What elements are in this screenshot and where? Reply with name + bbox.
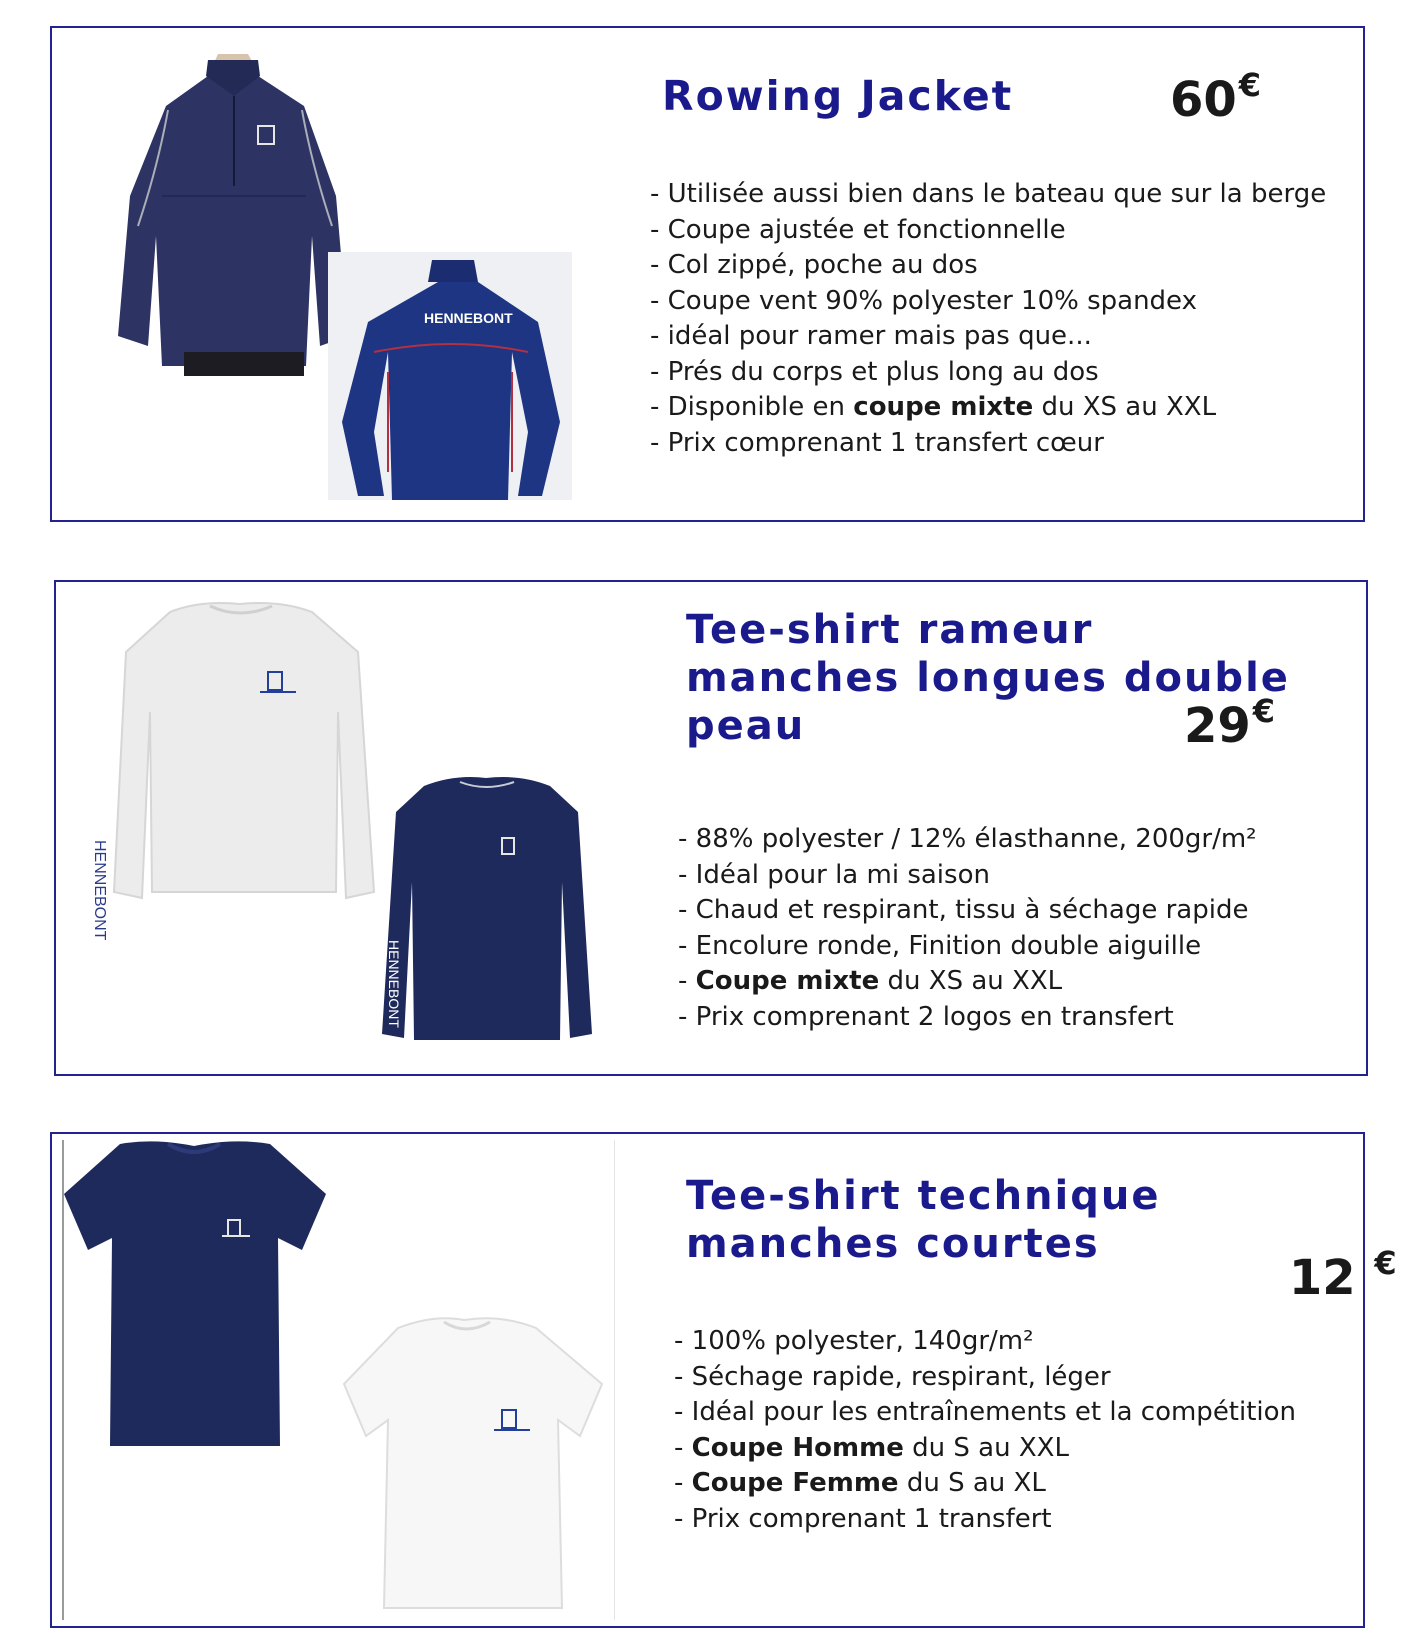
feature-text: - 88% polyester / 12% élasthanne, 200gr/m²: [678, 824, 1257, 854]
product-card-long-sleeve-tee: [54, 580, 1368, 1076]
navy-short-sleeve-tee-image: [64, 1138, 330, 1456]
feature-item: [650, 390, 1326, 426]
feature-text: - Encolure ronde, Finition double aiguille: [678, 930, 1202, 961]
sleeve-print-text: HENNEBONT: [91, 840, 108, 941]
feature-highlight: Coupe mixte: [695, 966, 880, 996]
feature-list: [650, 177, 1326, 461]
white-long-sleeve-tee-image: [91, 592, 390, 941]
feature-highlight: Coupe Homme: [691, 1432, 904, 1463]
feature-text: du S au XL: [898, 1468, 1046, 1498]
white-short-sleeve-tee-image: [340, 1310, 608, 1610]
back-print-text: HENNEBONT: [424, 310, 513, 326]
feature-item: [678, 893, 1257, 929]
feature-item: [650, 248, 1326, 284]
feature-item: [650, 284, 1326, 320]
title-line: manches courtes: [686, 1221, 1100, 1267]
feature-item: [674, 1324, 1296, 1360]
feature-item: [674, 1395, 1296, 1431]
currency-symbol: €: [1238, 66, 1262, 104]
feature-text: - Prix comprenant 1 transfert: [674, 1503, 1052, 1534]
feature-text: - Disponible en: [650, 392, 854, 422]
price-value: 60: [1170, 72, 1237, 128]
feature-list: [678, 822, 1257, 1035]
feature-text: - Utilisée aussi bien dans le bateau que sur la berge: [650, 179, 1327, 209]
product-card-rowing-jacket: [50, 26, 1365, 522]
product-title: [662, 72, 1013, 120]
feature-item: [678, 858, 1257, 894]
feature-text: - idéal pour ramer mais pas que...: [650, 321, 1092, 351]
product-price: [1170, 66, 1262, 129]
feature-item: [650, 319, 1326, 355]
feature-list: [674, 1324, 1296, 1537]
title-line: Rowing Jacket: [662, 72, 1014, 120]
feature-item: [678, 964, 1257, 1000]
image-panel-divider: [614, 1140, 615, 1620]
feature-item: [674, 1502, 1296, 1538]
feature-text: - Prix comprenant 1 transfert cœur: [650, 427, 1104, 458]
title-line: Tee-shirt rameur: [686, 607, 1094, 653]
feature-text: -: [674, 1468, 692, 1498]
feature-text: - Chaud et respirant, tissu à séchage rapide: [678, 895, 1249, 925]
feature-text: du S au XXL: [903, 1432, 1069, 1463]
feature-item: [674, 1466, 1296, 1502]
title-line: Tee-shirt technique: [686, 1173, 1161, 1219]
feature-text: - Séchage rapide, respirant, léger: [674, 1361, 1111, 1392]
feature-text: - Idéal pour la mi saison: [678, 859, 990, 890]
feature-item: [650, 355, 1326, 391]
rowing-jacket-back-image: [328, 252, 572, 500]
feature-text: - Coupe ajustée et fonctionnelle: [650, 214, 1066, 245]
feature-item: [650, 213, 1326, 249]
sleeve-print-text-navy: HENNEBONT: [386, 940, 402, 1028]
feature-text: - 100% polyester, 140gr/m²: [674, 1326, 1034, 1356]
feature-text: - Coupe vent 90% polyester 10% spandex: [650, 285, 1197, 316]
price-value: 12: [1288, 1250, 1373, 1306]
currency-symbol: €: [1252, 692, 1276, 730]
feature-text: - Prés du corps et plus long au dos: [650, 356, 1099, 387]
feature-text: - Col zippé, poche au dos: [650, 250, 978, 280]
feature-text: du XS au XXL: [879, 966, 1063, 996]
feature-item: [678, 929, 1257, 965]
currency-symbol: €: [1374, 1244, 1397, 1282]
product-title: [686, 1172, 1160, 1268]
product-price: [1184, 692, 1276, 755]
navy-long-sleeve-tee-image: [374, 772, 600, 1054]
feature-highlight: coupe mixte: [853, 392, 1034, 422]
title-line: manches longues double: [686, 655, 1290, 701]
feature-highlight: Coupe Femme: [691, 1468, 899, 1498]
feature-item: [678, 822, 1257, 858]
feature-item: [650, 177, 1326, 213]
title-line: peau: [686, 703, 806, 749]
feature-text: -: [678, 966, 696, 996]
feature-item: [678, 1000, 1257, 1036]
feature-text: - Idéal pour les entraînements et la compétition: [674, 1397, 1297, 1427]
feature-text: - Prix comprenant 2 logos en transfert: [678, 1001, 1174, 1032]
feature-text: du XS au XXL: [1033, 392, 1217, 422]
feature-item: [650, 426, 1326, 462]
price-value: 29: [1184, 698, 1251, 754]
feature-item: [674, 1360, 1296, 1396]
product-card-short-sleeve-tee: [50, 1132, 1397, 1628]
feature-text: -: [674, 1432, 692, 1463]
feature-item: [674, 1431, 1296, 1467]
